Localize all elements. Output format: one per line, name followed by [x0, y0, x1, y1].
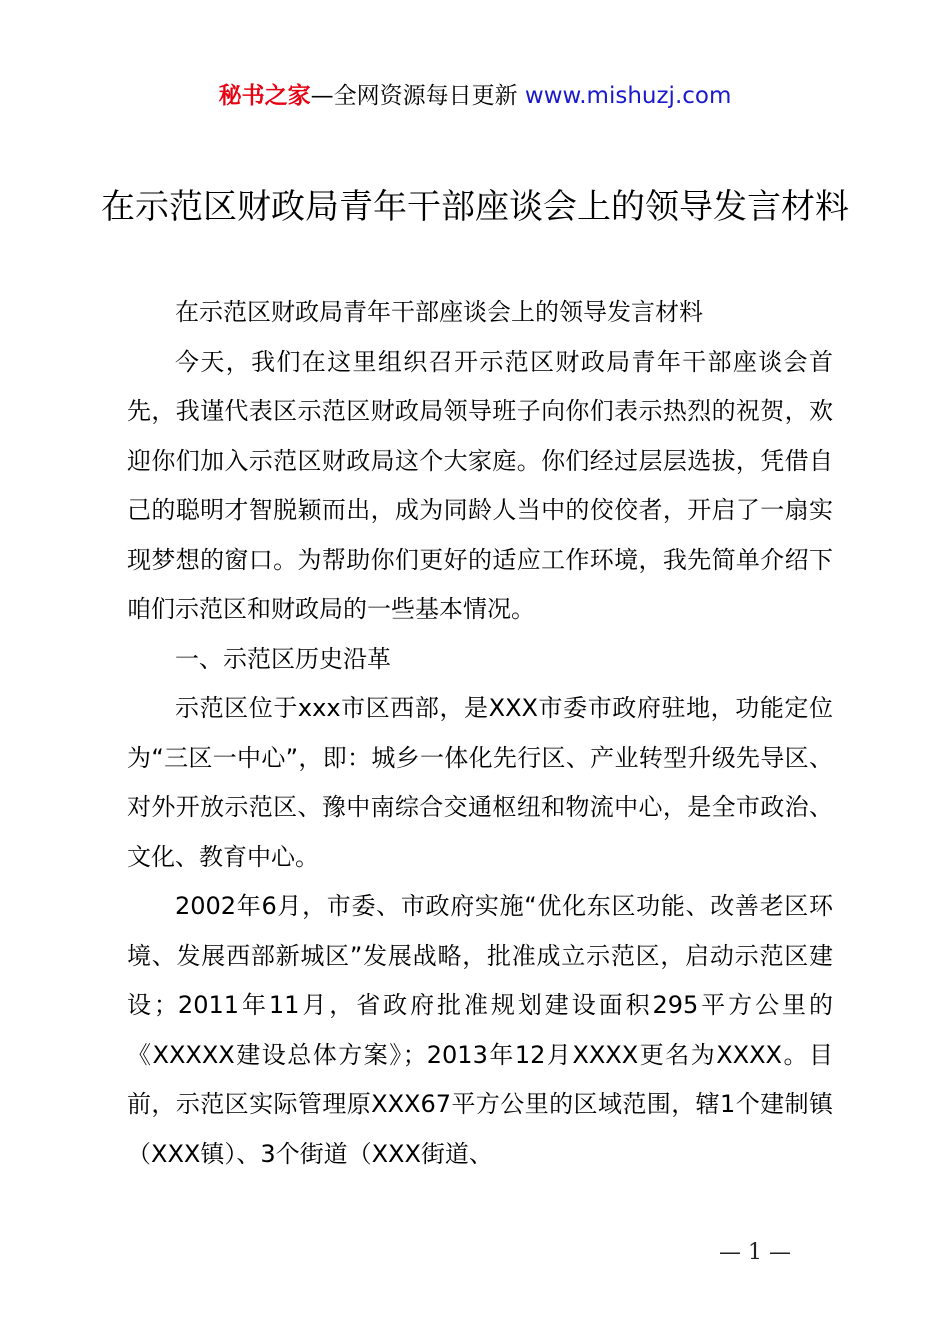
section-heading: 一、示范区历史沿革 — [175, 644, 391, 673]
paragraph-location: 示范区位于xxx市区西部，是XXX市委市政府驻地，功能定位为“三区一中心”，即：城乡一体化先行区、产业转型升级先导区、对外开放示范区、豫中南综合交通枢纽和物流中心，是全市政治、文化、教育中心。 — [127, 694, 833, 871]
site-header — [0, 80, 950, 112]
header-tagline: —全网资源每日更新 — [310, 83, 525, 109]
document-body — [127, 288, 833, 1179]
site-url-link[interactable]: www.mishuzj.com — [524, 83, 732, 109]
paragraph-subtitle: 在示范区财政局青年干部座谈会上的领导发言材料 — [175, 298, 703, 326]
document-title: 在示范区财政局青年干部座谈会上的领导发言材料 — [101, 187, 849, 227]
paragraph-history: 2002年6月，市委、市政府实施“优化东区功能、改善老区环境、发展西部新城区”发展战略，批准成立示范区，启动示范区建设；2011年11月，省政府批准规划建设面积295平方公里的《XXXXX建设总体方案》；2013年12月XXXX更名为XXXX。目前，示范区实际管理原XXX67平方公里的区域范围，辖1个建制镇（XXX镇）、3个街道（XXX街道、 — [127, 892, 833, 1168]
paragraph-intro: 今天，我们在这里组织召开示范区财政局青年干部座谈会首先，我谨代表区示范区财政局领导班子向你们表示热烈的祝贺，欢迎你们加入示范区财政局这个大家庭。你们经过层层选拔，凭借自己的聪明才智脱颖而出，成为同龄人当中的佼佼者，开启了一扇实现梦想的窗口。为帮助你们更好的适应工作环境，我先简单介绍下咱们示范区和财政局的一些基本情况。 — [127, 347, 833, 623]
page-number: — 1 — — [719, 1240, 791, 1265]
brand-name: 秘书之家 — [218, 83, 311, 109]
